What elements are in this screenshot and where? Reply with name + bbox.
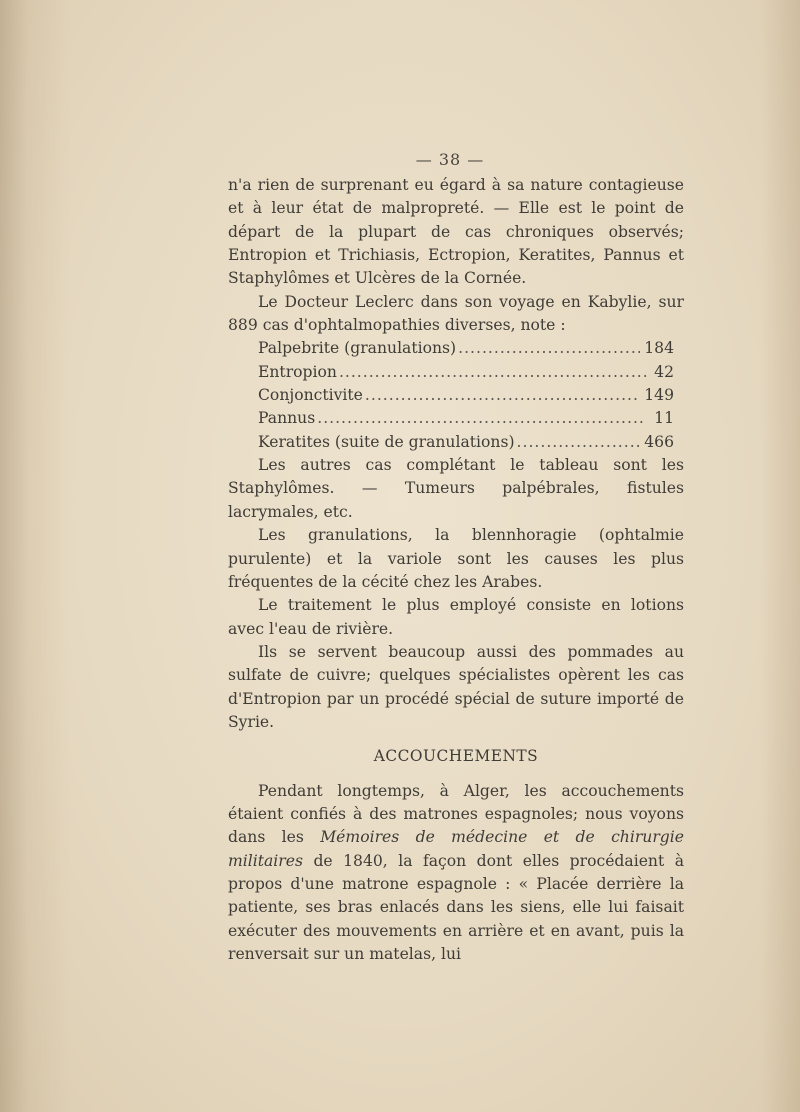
paragraph-5: Le traitement le plus employé consiste en lotions avec l'eau de rivière. [228, 596, 684, 638]
table-row-value: 184 [644, 339, 674, 358]
dot-leader [339, 361, 646, 384]
dot-leader [317, 407, 646, 430]
table-row-label: Pannus [258, 409, 316, 428]
table-row [228, 431, 684, 454]
table-row-label: Keratites (suite de granulations) [258, 432, 515, 451]
table-row-value: 42 [654, 362, 674, 381]
table-row [228, 407, 684, 430]
paragraph-6: Ils se servent beaucoup aussi des pommades au sulfate de cuivre; quelques spécialistes opèrent les cas d'Entropion par un procédé spécial de suture importé de Syrie. [228, 642, 684, 731]
paragraph-1: n'a rien de surprenant eu égard à sa nature contagieuse et à leur état de malpropreté. — Elle est le point de départ de la plupart de cas chroniques observés; Entropion et Trichiasis, Ectropion, Keratites, Pannus et Staphylômes et Ulcères de la Cornée. [228, 176, 684, 288]
paragraph-7-end: de 1840, la façon dont elles procédaient à propos d'une matrone espagnole : « Placée derrière la patiente, ses bras enlacés dans les siens, elle lui faisait exécuter des mouvements en arrière et en avant, puis la renversait sur un matelas, lui [228, 851, 684, 963]
table-row [228, 384, 684, 407]
table-row-label: Conjonctivite [258, 386, 363, 405]
citation-title: Mémoires de médecine et de chirurgie militaires [228, 828, 684, 870]
paragraph-2: Le Docteur Leclerc dans son voyage en Kabylie, sur 889 cas d'ophtalmopathies diverses, note : [228, 292, 684, 335]
paragraph-7-start: Pendant longtemps, à Alger, les accouchements étaient confiés à des matrones espagnoles; nous voyons dans les [228, 781, 684, 847]
table-row-value: 466 [644, 432, 674, 451]
paragraph-7 [228, 780, 684, 967]
table-row-label: Palpebrite (granulations) [258, 339, 457, 358]
table-row [228, 337, 684, 360]
table-row-value: 11 [654, 409, 674, 428]
paragraph-4: Les granulations, la blennhoragie (ophtalmie purulente) et la variole sont les causes les plus fréquentes de la cécité chez les Arabes. [228, 526, 684, 591]
section-heading: ACCOUCHEMENTS [373, 747, 539, 766]
dot-leader [517, 431, 641, 454]
table-row-value: 149 [644, 386, 674, 405]
table-row [228, 361, 684, 384]
statistics-table [228, 337, 684, 454]
dot-leader [458, 337, 640, 360]
paragraph-3: Les autres cas complétant le tableau sont les Staphylômes. — Tumeurs palpébrales, fistules lacrymales, etc. [228, 456, 684, 521]
table-row-label: Entropion [258, 362, 337, 381]
text-body [228, 174, 684, 966]
dot-leader [365, 384, 640, 407]
page-number: — 38 — [415, 150, 485, 169]
